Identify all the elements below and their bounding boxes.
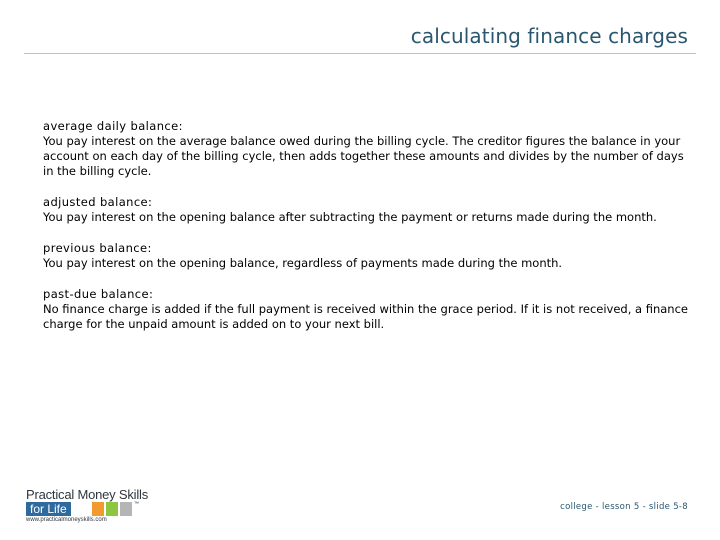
slide-footer: college - lesson 5 - slide 5-8 [560, 502, 688, 512]
logo-green-square [106, 502, 118, 516]
definition-term: previous balance: [43, 241, 152, 255]
definition-term: average daily balance: [43, 119, 183, 133]
definition-description: You pay interest on the average balance owed during the billing cycle. The creditor figures the balance in your account on each day of the billing cycle, then adds together these amounts and divides by the number of days in the billing cycle. [43, 134, 684, 178]
definition-description: No finance charge is added if the full payment is received within the grace period. If it is not received, a finance charge for the unpaid amount is added on to your next bill. [43, 302, 688, 331]
logo-trademark: ™ [134, 501, 139, 507]
definition-term: adjusted balance: [43, 195, 153, 209]
logo-title: Practical Money Skills [26, 487, 149, 502]
definitions-list [43, 119, 691, 348]
slide-title: calculating finance charges [410, 24, 688, 48]
logo-subtitle: for Life [26, 502, 71, 516]
definition-description: You pay interest on the opening balance, regardless of payments made during the month. [43, 256, 563, 270]
title-divider [24, 53, 696, 54]
definition-item [43, 195, 691, 225]
practical-money-skills-logo [24, 487, 164, 527]
definition-term: past-due balance: [43, 287, 154, 301]
definition-item [43, 119, 691, 179]
logo-gray-square [120, 502, 132, 516]
logo-orange-square [92, 502, 104, 516]
definition-item [43, 287, 691, 332]
definition-description: You pay interest on the opening balance after subtracting the payment or returns made during the month. [43, 210, 657, 224]
logo-url: www.practicalmoneyskills.com [26, 517, 107, 523]
definition-item [43, 241, 691, 271]
